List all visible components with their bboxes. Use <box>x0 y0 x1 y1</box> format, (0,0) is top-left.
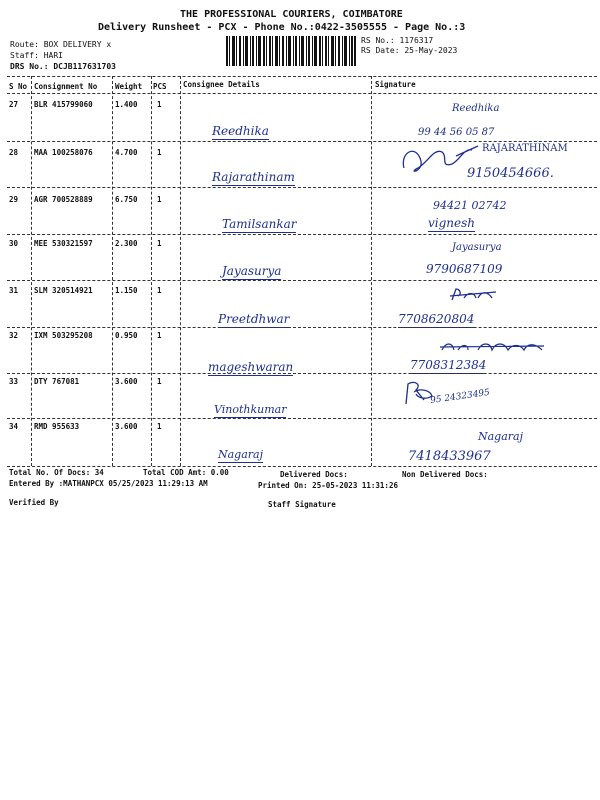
staff-label: Staff: HARI <box>10 51 63 60</box>
row-consignment: IXM 503295208 <box>34 331 93 340</box>
col-divider <box>112 76 113 466</box>
row-separator <box>7 418 597 419</box>
col-divider <box>180 76 181 466</box>
table-header-rule <box>7 93 597 94</box>
row-consignment: MAA 100258076 <box>34 148 93 157</box>
row-sno: 33 <box>9 377 19 386</box>
row-sno: 27 <box>9 100 19 109</box>
row-separator <box>7 327 597 328</box>
signature-phone: 94421 02742 <box>433 199 507 212</box>
signature-phone: 9150454666. <box>467 166 554 181</box>
row-pcs: 1 <box>157 331 162 340</box>
header-pcs: PCS <box>153 82 167 91</box>
row-weight: 1.400 <box>115 100 138 109</box>
signature-phone: 7418433967 <box>408 449 491 464</box>
row-consignment: RMD 955633 <box>34 422 80 431</box>
signature-phone: 7708312384 <box>410 358 487 372</box>
signature-phone: 9790687109 <box>426 262 503 276</box>
staff-signature: Staff Signature <box>268 500 336 509</box>
row-consignment: DTY 767081 <box>34 377 80 386</box>
row-consignment: MEE 530321597 <box>34 239 93 248</box>
row-weight: 3.600 <box>115 377 138 386</box>
signature-scribble <box>448 286 498 304</box>
row-weight: 0.950 <box>115 331 138 340</box>
drs-number: DRS No.: DCJB117631703 <box>10 62 116 71</box>
signature-name: Jayasurya <box>452 242 502 253</box>
signature-scribble <box>438 338 548 356</box>
signature-phone: 7708620804 <box>398 312 475 326</box>
consignee-name: Jayasurya <box>222 264 282 278</box>
row-weight: 3.600 <box>115 422 138 431</box>
header-consignee: Consignee Details <box>183 80 260 89</box>
row-separator <box>7 187 597 188</box>
row-weight: 1.150 <box>115 286 138 295</box>
table-top-rule <box>7 76 597 77</box>
col-divider <box>151 76 152 466</box>
signature-name: Reedhika <box>452 103 500 114</box>
route-label: Route: BOX DELIVERY x <box>10 40 112 49</box>
consignee-name: Vinothkumar <box>214 403 287 416</box>
consignee-name: mageshwaran <box>208 360 294 374</box>
header-sno: S No <box>9 82 28 91</box>
total-docs: Total No. Of Docs: 34 <box>9 468 104 477</box>
total-cod: Total COD Amt: 0.00 <box>143 468 229 477</box>
header-consignment: Consignment No <box>34 82 98 91</box>
company-name: THE PROFESSIONAL COURIERS, COIMBATORE <box>180 9 403 20</box>
row-pcs: 1 <box>157 286 162 295</box>
runsheet-title: Delivery Runsheet - PCX - Phone No.:0422-3505555 - Page No.:3 <box>98 22 466 33</box>
row-sno: 30 <box>9 239 19 248</box>
signature-name: Nagaraj <box>478 430 524 443</box>
row-separator <box>7 141 597 142</box>
verified-by: Verified By <box>9 498 59 507</box>
signature-phone: 95 24323495 <box>429 387 491 407</box>
row-pcs: 1 <box>157 377 162 386</box>
col-divider <box>31 76 32 466</box>
row-separator <box>7 373 597 374</box>
signature-phone: 99 44 56 05 87 <box>418 127 495 138</box>
row-pcs: 1 <box>157 239 162 248</box>
row-pcs: 1 <box>157 422 162 431</box>
signature-name: RAJARATHINAM <box>482 143 568 154</box>
row-consignment: SLM 320514921 <box>34 286 93 295</box>
row-sno: 31 <box>9 286 19 295</box>
row-sno: 32 <box>9 331 19 340</box>
consignee-name: Reedhika <box>212 124 269 138</box>
rs-number: RS No.: 1176317 <box>361 36 434 45</box>
row-sno: 28 <box>9 148 19 157</box>
delivered-docs: Delivered Docs: <box>280 470 348 479</box>
row-consignment: AGR 700528889 <box>34 195 93 204</box>
row-pcs: 1 <box>157 195 162 204</box>
row-consignment: BLR 415799060 <box>34 100 93 109</box>
row-pcs: 1 <box>157 148 162 157</box>
consignee-name: Tamilsankar <box>222 217 297 231</box>
consignee-name: Nagaraj <box>218 448 264 461</box>
entered-by: Entered By :MATHANPCX 05/25/2023 11:29:13 AM <box>9 479 208 488</box>
row-separator <box>7 234 597 235</box>
barcode <box>226 36 356 66</box>
row-sno: 34 <box>9 422 19 431</box>
row-pcs: 1 <box>157 100 162 109</box>
row-weight: 6.750 <box>115 195 138 204</box>
rs-date: RS Date: 25-May-2023 <box>361 46 458 55</box>
non-delivered-docs: Non Delivered Docs: <box>402 470 488 479</box>
header-signature: Signature <box>375 80 416 89</box>
printed-on: Printed On: 25-05-2023 11:31:26 <box>258 481 398 490</box>
col-divider <box>371 76 372 466</box>
consignee-name: Preetdhwar <box>218 312 290 326</box>
row-weight: 4.700 <box>115 148 138 157</box>
signature-name: vignesh <box>428 216 476 230</box>
row-separator <box>7 280 597 281</box>
table-bottom-rule <box>7 466 597 467</box>
row-sno: 29 <box>9 195 19 204</box>
row-weight: 2.300 <box>115 239 138 248</box>
consignee-name: Rajarathinam <box>212 170 295 184</box>
header-weight: Weight <box>115 82 143 91</box>
